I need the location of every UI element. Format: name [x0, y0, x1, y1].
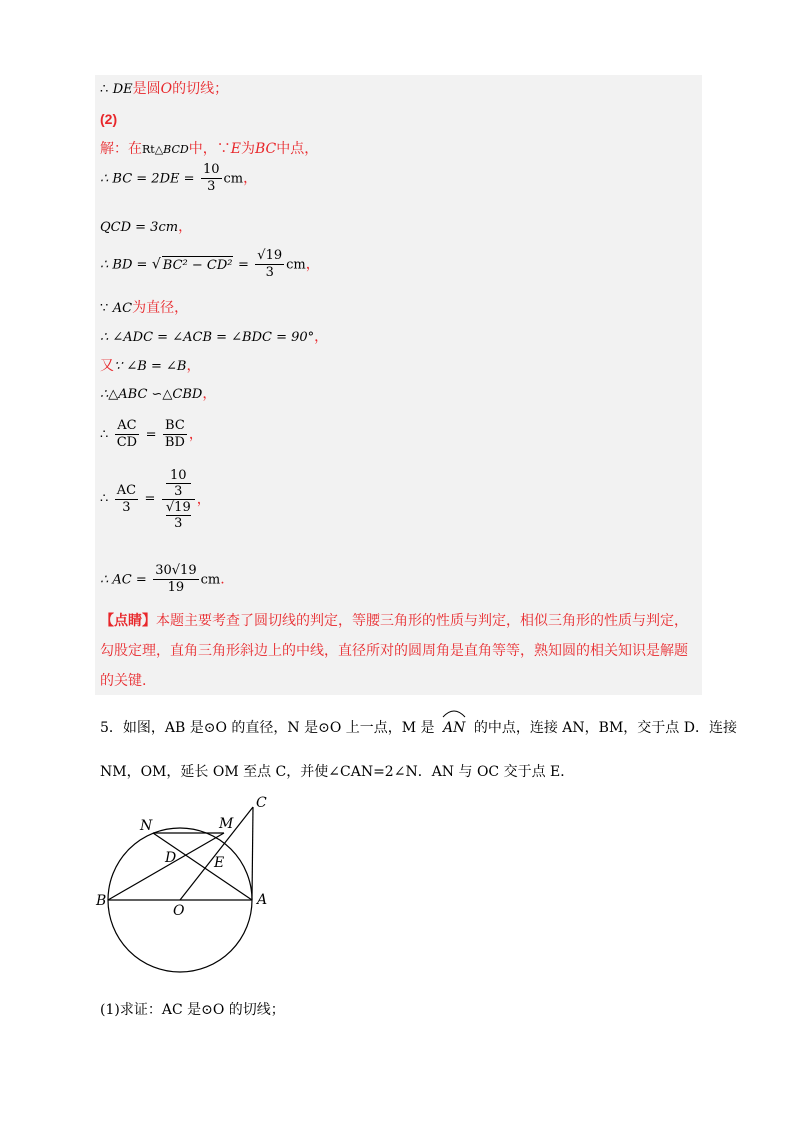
segment-oc — [180, 807, 253, 900]
solution-line-6: ∴ BD = √ BC² − CD² = $\frac{√19}{3}$ cm， — [100, 248, 320, 280]
fraction-ac-3: $\frac{AC}{3}$ — [116, 483, 137, 515]
solution-line-12: ∴ $\frac{AC}{3}$ = 10 3 √19 3 ， — [100, 468, 211, 531]
fraction-bc-bd: $\frac{BC}{BD}$ — [164, 418, 185, 450]
solution-line-13: ∴ AC = $\frac{30√19}{19}$ cm. — [100, 563, 225, 595]
arc-an: AN — [443, 718, 465, 738]
fraction-30sqrt19-19: $\frac{30√19}{19}$ — [155, 563, 197, 595]
segment-ac — [252, 807, 253, 900]
solution-line-11: ∴ $\frac{AC}{CD}$ = $\frac{BC}{BD}$ ， — [100, 418, 203, 450]
label-n: N — [140, 818, 153, 834]
solution-line-8: ∴ ∠ADC = ∠ACB = ∠BDC = 90°， — [100, 329, 329, 345]
label-a: A — [257, 892, 268, 908]
fraction-sqrt19-3: $\frac{√19}{3}$ — [257, 248, 283, 280]
label-d: D — [165, 850, 177, 866]
key-point-comment: 【点睛】本题主要考查了圆切线的判定，等腰三角形的性质与判定，相似三角形的性质与判定，勾股定理，直角三角形斜边上的中线，直径所对的圆周角是直角等等，熟知圆的相关知识是解题的关键. — [100, 613, 688, 689]
label-m: M — [219, 816, 234, 832]
radical-sign: √ — [151, 256, 161, 273]
label-b: B — [96, 893, 107, 909]
solution-line-1: ∴ DE是圆O的切线； — [100, 81, 229, 97]
label-o: O — [173, 903, 185, 919]
compound-fraction: 10 3 √19 3 — [162, 468, 195, 531]
question-5-line-2: NM，OM，延长 OM 至点 C，并使∠CAN=2∠N．AN 与 OC 交于点 E． — [100, 764, 575, 780]
question-5-line-1: 5．如图，AB 是⊙O 的直径，N 是⊙O 上一点，M 是 AN 的中点，连接 AN，BM，交于点 D．连接 — [100, 718, 737, 738]
solution-line-5: QCD = 3cm， — [100, 219, 193, 235]
solution-line-4: ∴ BC = 2DE = $\frac{10}{3}$ cm， — [100, 162, 258, 194]
question-5-sub-1: (1)求证：AC 是⊙O 的切线； — [100, 1002, 285, 1018]
solution-line-10: ∴△ABC ∽△CBD， — [100, 386, 217, 402]
label-e: E — [214, 855, 225, 871]
arc-icon — [441, 708, 467, 718]
geometry-figure — [95, 795, 295, 995]
solution-line-7: ∵ AC为直径， — [100, 300, 189, 316]
fraction-10-3: $\frac{10}{3}$ — [202, 162, 220, 194]
segment-an — [153, 833, 252, 900]
part-2-label: (2) — [100, 111, 118, 127]
solution-line-9: 又∵ ∠B = ∠B， — [100, 358, 201, 374]
fraction-ac-cd: $\frac{AC}{CD}$ — [116, 418, 138, 450]
label-c: C — [256, 795, 267, 811]
solution-line-3: 解：在Rt△BCD中，∵E为BC中点， — [100, 141, 319, 157]
